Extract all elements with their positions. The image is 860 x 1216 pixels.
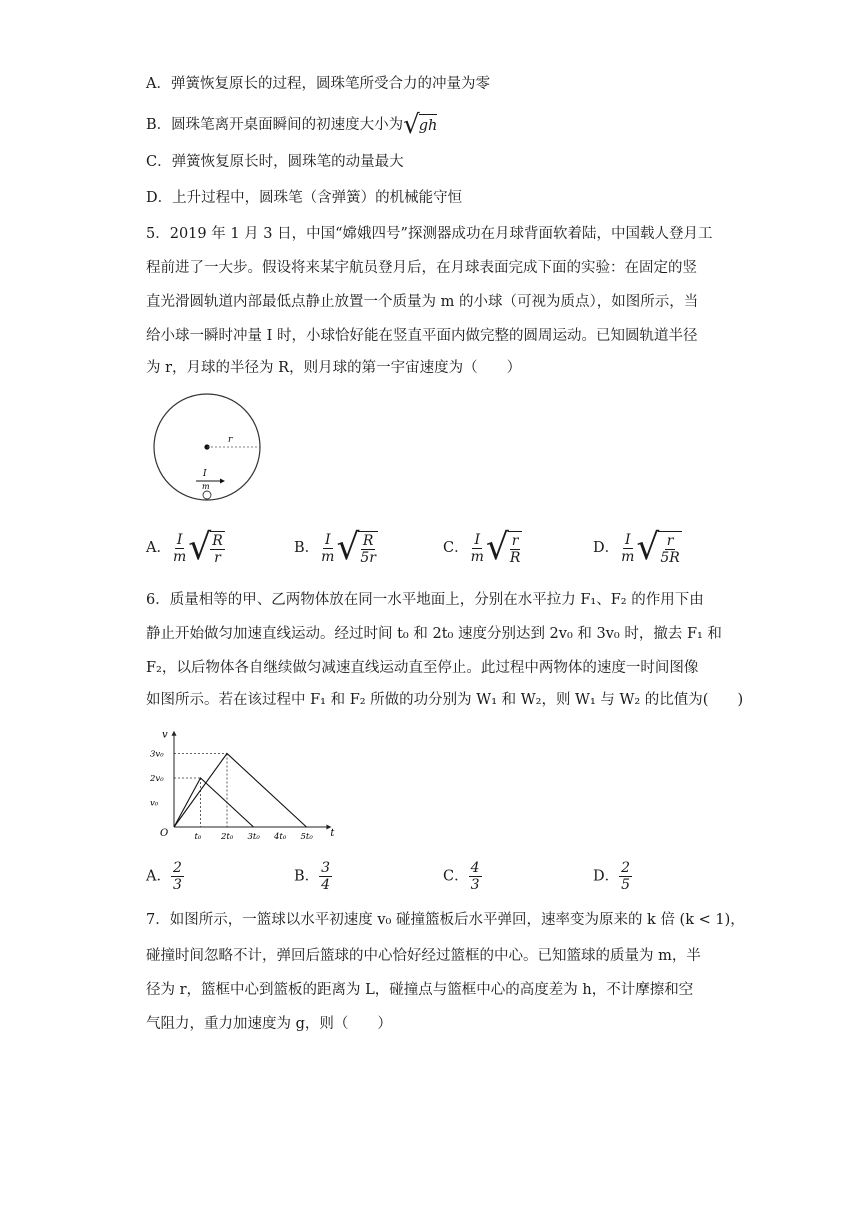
- q6-option-a: [146, 860, 184, 893]
- q6-line-1: 6．质量相等的甲、乙两物体放在同一水平地面上，分别在水平拉力 F₁、F₂ 的作用下由: [146, 592, 704, 608]
- option-sqrt: √ $\frac{r}{R}$: [485, 527, 521, 568]
- fraction-denominator: m: [621, 548, 635, 565]
- fraction-denominator: 5: [621, 877, 631, 893]
- mass-label: m: [202, 482, 210, 491]
- q4-option-b: [146, 112, 437, 138]
- q7-line-1: 7．如图所示，一篮球以水平初速度 v₀ 碰撞篮板后水平弹回，速率变为原来的 k 倍 (k < 1)，: [146, 912, 745, 928]
- q5-option-d: [593, 527, 682, 568]
- y-tick-label: 3v₀: [150, 749, 164, 760]
- option-fraction: [469, 860, 482, 893]
- x-axis-label: t: [330, 828, 335, 839]
- velocity-time-chart: [140, 730, 350, 845]
- option-sqrt: √ $\frac{R}{5r}$: [336, 527, 376, 568]
- fraction-denominator: 3: [470, 877, 480, 893]
- circular-track-figure: [150, 392, 270, 504]
- option-fraction: [171, 860, 184, 893]
- option-fraction: [171, 532, 188, 565]
- sqrt-denominator: R: [509, 549, 521, 566]
- origin-label: O: [160, 828, 169, 839]
- q6-line-2: 静止开始做匀加速直线运动。经过时间 t₀ 和 2t₀ 速度分别达到 2v₀ 和 3v₀ 时，撤去 F₁ 和: [146, 626, 722, 642]
- fraction-numerator: 3: [321, 860, 331, 876]
- q6-option-d: [593, 860, 632, 893]
- q6-option-c: [443, 860, 482, 893]
- q4-option-b-text: B．圆珠笔离开桌面瞬间的初速度大小为: [146, 117, 404, 133]
- option-fraction: [619, 860, 632, 893]
- option-letter: C．: [443, 540, 469, 556]
- option-letter: A．: [146, 868, 171, 885]
- fraction-numerator: 4: [470, 860, 480, 876]
- sqrt-numerator: R: [362, 532, 374, 549]
- series-line-1: [174, 778, 254, 827]
- q7-line-3: 径为 r，篮框中心到篮板的距离为 L，碰撞点与篮框中心的高度差为 h，不计摩擦和空: [146, 982, 694, 998]
- option-letter: A．: [146, 540, 171, 556]
- y-axis-arrow: [172, 731, 177, 736]
- q6-line-3: F₂，以后物体各自继续做匀减速直线运动直至停止。此过程中两物体的速度一时间图像: [146, 660, 699, 676]
- option-letter: D．: [593, 868, 620, 885]
- q5-option-b: [294, 527, 378, 568]
- fraction-numerator: I: [325, 531, 331, 548]
- option-letter: D．: [593, 540, 620, 556]
- fraction-denominator: m: [470, 548, 484, 565]
- sqrt-numerator: r: [666, 532, 674, 549]
- option-letter: B．: [294, 868, 320, 885]
- option-fraction: [469, 532, 486, 565]
- fraction-numerator: I: [474, 531, 481, 548]
- option-letter: B．: [294, 540, 320, 556]
- fraction-denominator: m: [321, 548, 335, 565]
- sqrt-denominator: 5r: [360, 549, 376, 566]
- x-tick-label: t₀: [194, 832, 202, 842]
- q4-option-a: A．弹簧恢复原长的过程，圆珠笔所受合力的冲量为零: [146, 76, 490, 92]
- q4-option-c: C．弹簧恢复原长时，圆珠笔的动量最大: [146, 154, 404, 170]
- radius-label: r: [228, 435, 233, 445]
- q7-line-4: 气阻力，重力加速度为 g，则（ ）: [146, 1016, 392, 1032]
- q5-line-3: 直光滑圆轨道内部最低点静止放置一个质量为 m 的小球（可视为质点），如图所示，当: [146, 294, 699, 310]
- sqrt-gh-radicand: gh: [419, 114, 438, 136]
- q5-option-c: [443, 527, 522, 568]
- option-fraction: [319, 860, 332, 893]
- option-sqrt: √ $\frac{r}{5R}$: [636, 527, 680, 568]
- fraction-numerator: 2: [172, 860, 182, 876]
- q5-line-2: 程前进了一大步。假设将来某宇航员登月后，在月球表面完成下面的实验：在固定的竖: [146, 260, 697, 276]
- small-ball: [203, 491, 211, 499]
- y-tick-label: v₀: [150, 798, 159, 809]
- y-axis-label: v: [162, 730, 168, 741]
- fraction-numerator: 2: [621, 860, 631, 876]
- q5-option-a: [146, 527, 225, 568]
- impulse-label: I: [203, 469, 207, 479]
- y-tick-label: 2v₀: [150, 774, 164, 784]
- q5-line-5: 为 r，月球的半径为 R，则月球的第一宇宙速度为（ ）: [146, 360, 522, 376]
- fraction-numerator: I: [625, 531, 631, 548]
- q5-line-4: 给小球一瞬时冲量 I 时，小球恰好能在竖直平面内做完整的圆周运动。已知圆轨道半径: [146, 328, 698, 344]
- fraction-denominator: 3: [172, 877, 182, 893]
- option-fraction: [319, 532, 336, 565]
- option-letter: C．: [443, 868, 469, 885]
- x-tick-label: 2t₀: [221, 832, 234, 842]
- sqrt-denominator: 5R: [660, 549, 680, 566]
- option-fraction: [619, 532, 636, 565]
- q4-option-d: D．上升过程中，圆珠笔（含弹簧）的机械能守恒: [146, 190, 463, 206]
- q6-line-4: 如图所示。若在该过程中 F₁ 和 F₂ 所做的功分别为 W₁ 和 W₂，则 W₁ 与 W₂ 的比值为( ): [146, 692, 744, 708]
- fraction-numerator: I: [176, 531, 183, 548]
- option-sqrt: √ $\frac{R}{r}$: [188, 527, 223, 568]
- q7-line-2: 碰撞时间忽略不计，弹回后篮球的中心恰好经过篮框的中心。已知篮球的质量为 m，半: [146, 948, 701, 964]
- sqrt-numerator: R: [212, 532, 223, 549]
- fraction-denominator: m: [172, 548, 187, 565]
- x-tick-label: 4t₀: [274, 832, 287, 842]
- sqrt-numerator: r: [511, 532, 519, 549]
- x-tick-label: 3t₀: [247, 832, 260, 842]
- impulse-arrow-head: [220, 479, 225, 484]
- sqrt-gh: √ gh: [403, 110, 438, 140]
- q5-line-1: 5．2019 年 1 月 3 日，中国“嫦娥四号”探测器成功在月球背面软着陆，中国载人登月工: [146, 226, 713, 242]
- x-tick-label: 5t₀: [300, 832, 313, 842]
- q6-option-b: [294, 860, 332, 893]
- fraction-denominator: 4: [321, 877, 331, 893]
- sqrt-denominator: r: [214, 549, 221, 566]
